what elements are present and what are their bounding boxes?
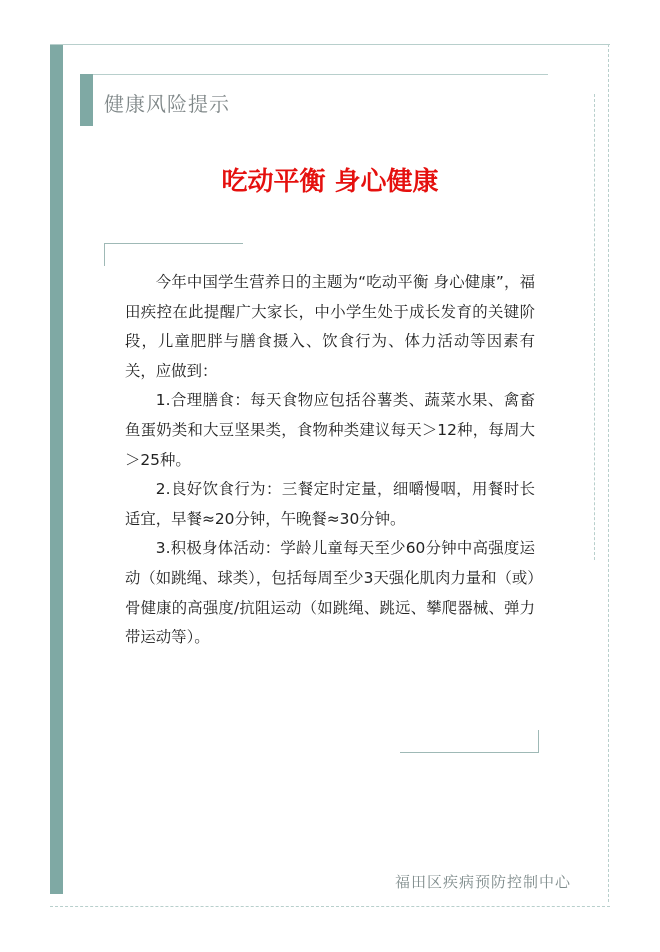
- intro-paragraph: 今年中国学生营养日的主题为“吃动平衡 身心健康”，福田疾控在此提醒广大家长，中小学生处于成长发育的关键阶段，儿童肥胖与膳食摄入、饮食行为、体力活动等因素有关，应做到：: [125, 273, 535, 380]
- frame-bottom-dashed-border: [50, 906, 610, 907]
- section-tag-label: 健康风险提示: [104, 92, 230, 116]
- frame-top-border: [50, 44, 610, 45]
- corner-bracket-bottom-right: [400, 730, 539, 753]
- footer-organization: 福田区疾病预防控制中心: [395, 873, 572, 891]
- page-title: 吃动平衡 身心健康: [221, 167, 439, 197]
- section-tag-rule: [93, 74, 548, 75]
- tip-physical-activity: 3.积极身体活动：学龄儿童每天至少60分钟中高强度运动（如跳绳、球类），包括每周至少3天强化肌肉力量和（或）骨健康的高强度/抗阻运动（如跳绳、跳远、攀爬器械、弹力带运动等）。: [125, 539, 535, 647]
- corner-bracket-top-left: [104, 243, 243, 266]
- tip-balanced-diet: 1.合理膳食：每天食物应包括谷薯类、蔬菜水果、禽畜鱼蛋奶类和大豆坚果类，食物种类建议每天＞12种，每周大＞25种。: [125, 391, 535, 469]
- tip-eating-habits: 2.良好饮食行为：三餐定时定量，细嚼慢咽，用餐时长适宜，早餐≈20分钟，午晚餐≈30分钟。: [125, 480, 535, 528]
- section-tag-marker: [80, 74, 93, 126]
- article-body: [125, 268, 535, 653]
